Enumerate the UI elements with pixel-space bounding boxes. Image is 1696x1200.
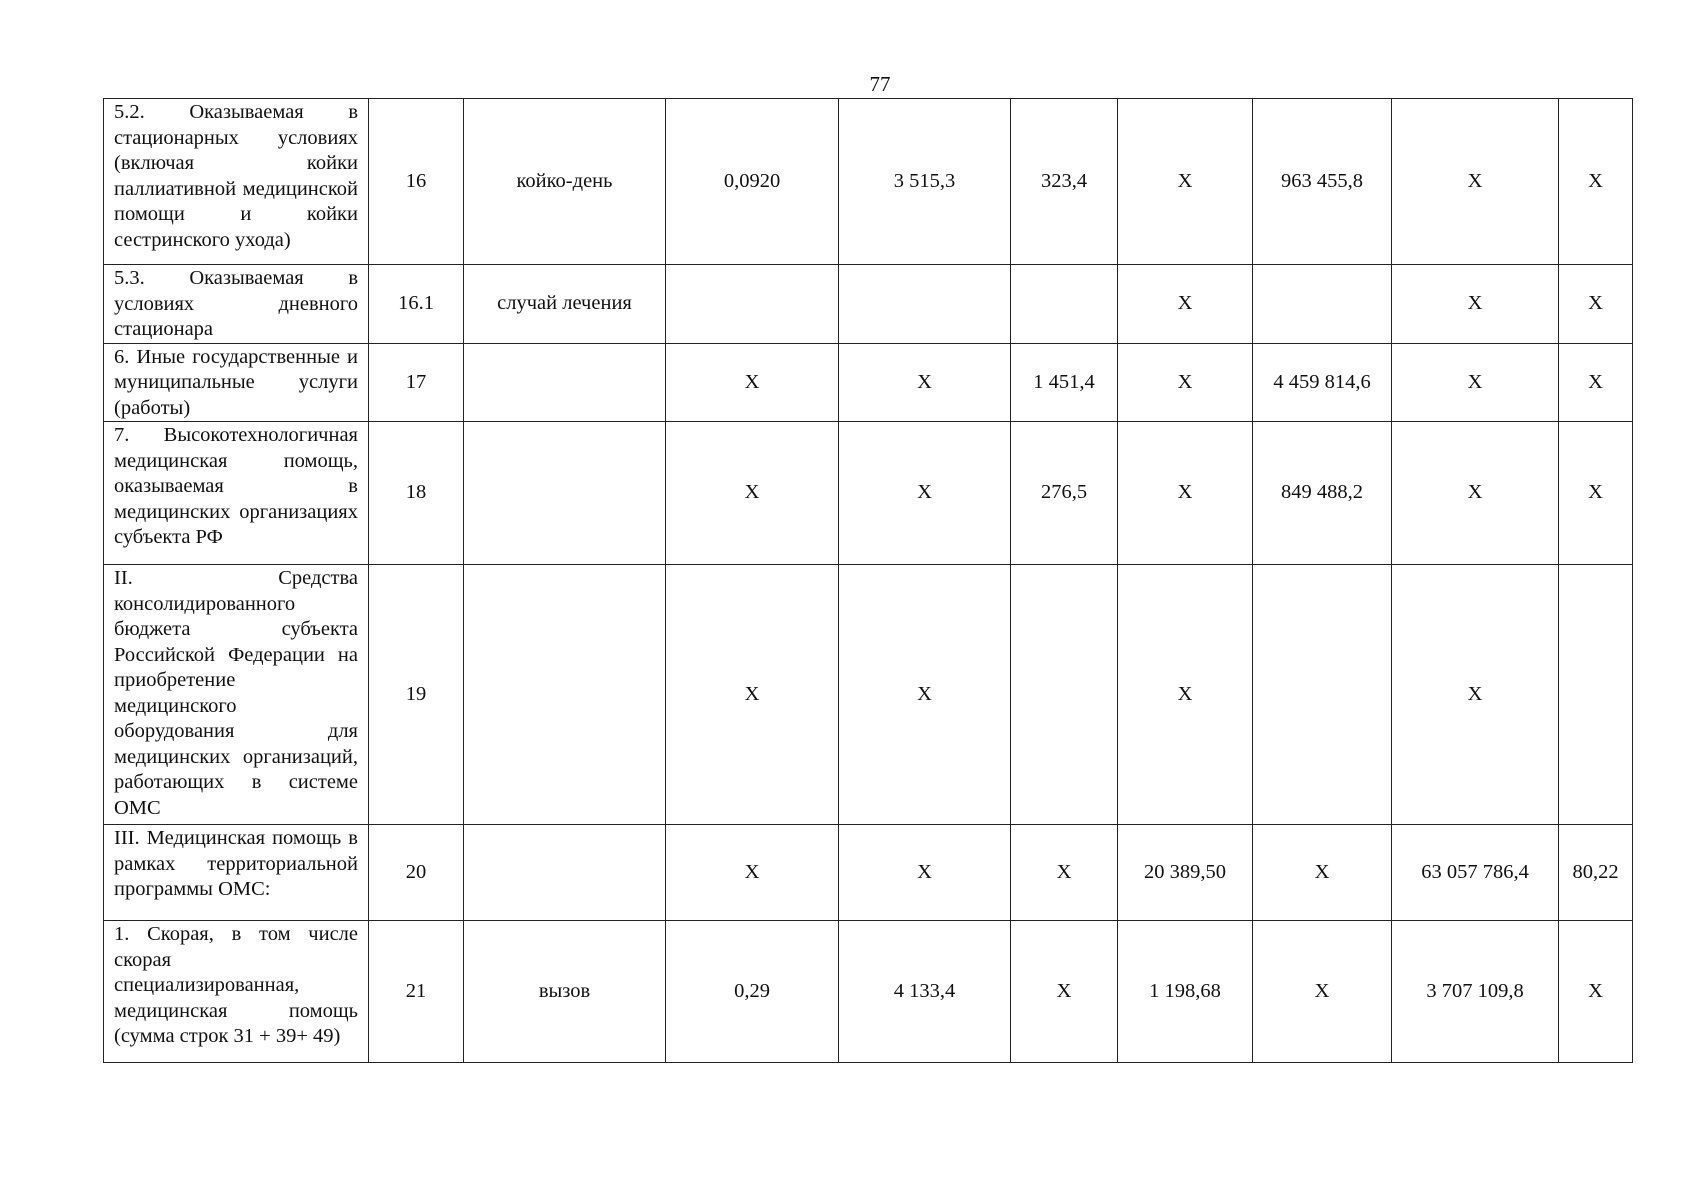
value-cell: X [1392, 565, 1559, 825]
unit-cell: вызов [464, 921, 666, 1063]
table-row [104, 422, 1633, 565]
value-cell: X [1392, 265, 1559, 344]
value-cell: 3 515,3 [839, 99, 1011, 265]
value-cell: X [1118, 99, 1253, 265]
value-cell: X [666, 565, 839, 825]
value-cell: X [666, 825, 839, 921]
value-cell: 4 133,4 [839, 921, 1011, 1063]
value-cell: 0,29 [666, 921, 839, 1063]
value-cell: X [1118, 565, 1253, 825]
value-cell: X [1392, 99, 1559, 265]
unit-cell [464, 825, 666, 921]
unit-cell: койко-день [464, 99, 666, 265]
unit-cell: случай лечения [464, 265, 666, 344]
table-row [104, 343, 1633, 422]
value-cell: 3 707 109,8 [1392, 921, 1559, 1063]
page-number: 77 [869, 72, 891, 96]
row-label: II. Средства консолидированного бюджета субъекта Российской Федерации на приобретение медицинского оборудования для медицинских организаций, работающих в системе ОМС [104, 565, 369, 825]
value-cell: X [839, 343, 1011, 422]
value-cell: X [1559, 422, 1633, 565]
row-label: 5.2. Оказываемая в стационарных условиях (включая койки паллиативной медицинской помощи и койки сестринского ухода) [104, 99, 369, 265]
value-cell: X [1559, 99, 1633, 265]
value-cell: 0,0920 [666, 99, 839, 265]
value-cell: 80,22 [1559, 825, 1633, 921]
value-cell: 63 057 786,4 [1392, 825, 1559, 921]
value-cell: 4 459 814,6 [1253, 343, 1392, 422]
value-cell [839, 265, 1011, 344]
value-cell: X [1118, 422, 1253, 565]
value-cell: X [1559, 265, 1633, 344]
value-cell: 1 198,68 [1118, 921, 1253, 1063]
line-number: 17 [369, 343, 464, 422]
value-cell: X [1118, 343, 1253, 422]
value-cell: 1 451,4 [1011, 343, 1118, 422]
value-cell: X [839, 825, 1011, 921]
line-number: 16.1 [369, 265, 464, 344]
line-number: 21 [369, 921, 464, 1063]
value-cell [1011, 565, 1118, 825]
value-cell [1011, 265, 1118, 344]
value-cell [1253, 565, 1392, 825]
value-cell [1253, 265, 1392, 344]
value-cell: X [1559, 343, 1633, 422]
value-cell: 323,4 [1011, 99, 1118, 265]
table-row [104, 825, 1633, 921]
value-cell: 849 488,2 [1253, 422, 1392, 565]
value-cell [666, 265, 839, 344]
row-label: III. Медицинская помощь в рамках территориальной программы ОМС: [104, 825, 369, 921]
unit-cell [464, 565, 666, 825]
unit-cell [464, 343, 666, 422]
table-row [104, 921, 1633, 1063]
value-cell: X [666, 422, 839, 565]
table-row [104, 565, 1633, 825]
line-number: 16 [369, 99, 464, 265]
value-cell: X [1392, 422, 1559, 565]
value-cell: X [839, 422, 1011, 565]
table-row [104, 265, 1633, 344]
program-table [103, 98, 1633, 1063]
row-label: 1. Скорая, в том числе скорая специализированная, медицинская помощь (сумма строк 31 + 39+ 49) [104, 921, 369, 1063]
row-label: 7. Высокотехнологичная медицинская помощь, оказываемая в медицинских организациях субъекта РФ [104, 422, 369, 565]
value-cell: X [1011, 825, 1118, 921]
value-cell: X [1011, 921, 1118, 1063]
value-cell: 276,5 [1011, 422, 1118, 565]
value-cell: X [1559, 921, 1633, 1063]
row-label: 6. Иные государственные и муниципальные услуги (работы) [104, 343, 369, 422]
value-cell: 20 389,50 [1118, 825, 1253, 921]
line-number: 18 [369, 422, 464, 565]
value-cell: X [666, 343, 839, 422]
line-number: 20 [369, 825, 464, 921]
value-cell: 963 455,8 [1253, 99, 1392, 265]
line-number: 19 [369, 565, 464, 825]
row-label: 5.3. Оказываемая в условиях дневного стационара [104, 265, 369, 344]
value-cell: X [1253, 825, 1392, 921]
unit-cell [464, 422, 666, 565]
value-cell: X [1392, 343, 1559, 422]
value-cell: X [839, 565, 1011, 825]
value-cell: X [1253, 921, 1392, 1063]
value-cell [1559, 565, 1633, 825]
table-row [104, 99, 1633, 265]
value-cell: X [1118, 265, 1253, 344]
